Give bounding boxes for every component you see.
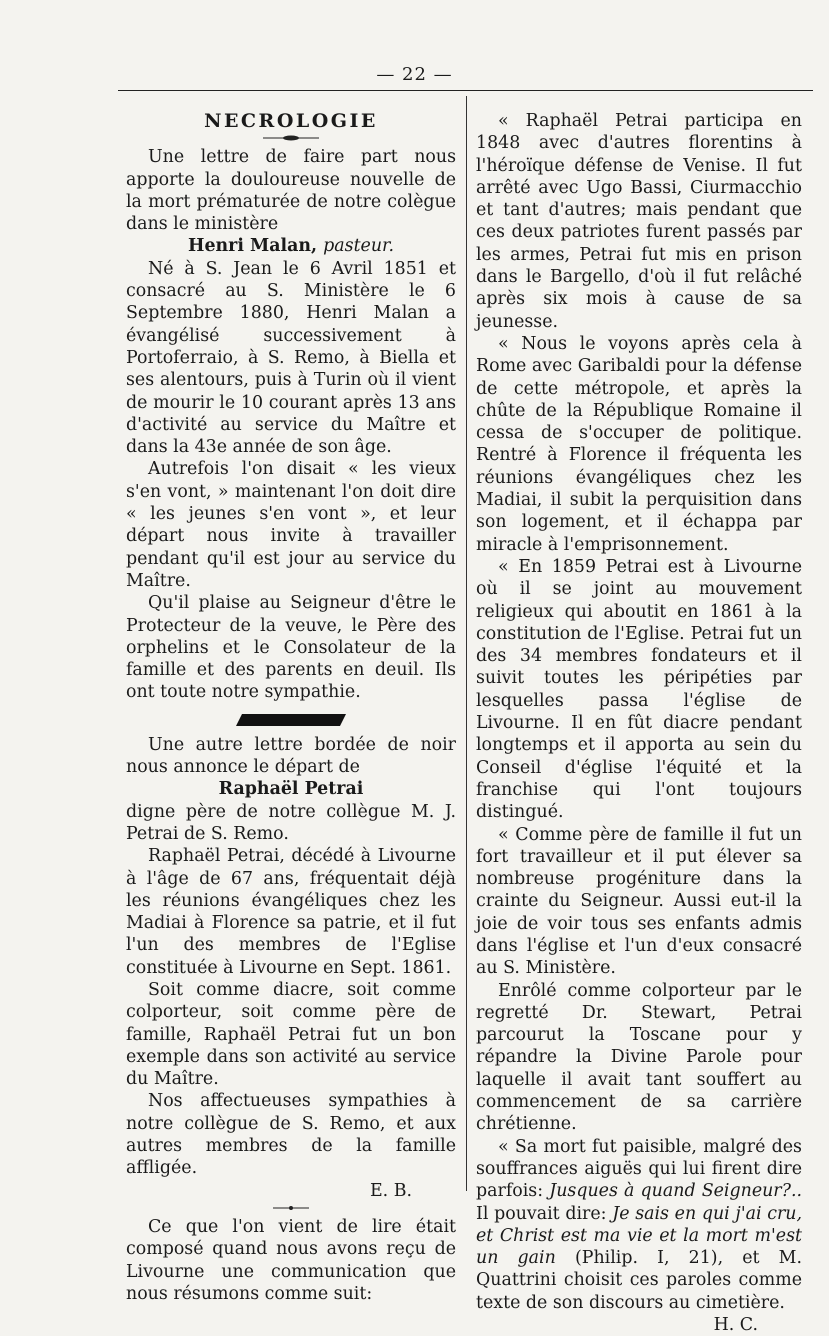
sympathy-paragraph: Nos affectueuses sympathies à notre collègue de S. Remo, et aux autres membres de la famille affligée. bbox=[126, 1091, 456, 1179]
signature-eb: E. B. bbox=[369, 1180, 412, 1201]
petrai-biography-paragraph: Raphaël Petrai, décédé à Livourne à l'âge de 67 ans, fréquentait déjà les réunions évangéliques chez les Madiai à Florence sa patrie, et il fut l'un des membres de l'Eglise constituée à Livourne en Sept. 1861. bbox=[126, 846, 456, 978]
family-paragraph: « Comme père de famille il fut un fort travailleur et il put élever sa nombreuse progéniture dans la crainte du Seigneur. Aussi eut-il la joie de voir tous ses enfants admis dans l'église et l'un d'eux consacré au S. Ministère. bbox=[476, 824, 802, 979]
title-ornament bbox=[261, 134, 321, 142]
relation-paragraph: digne père de notre collègue M. J. Petrai de S. Remo. bbox=[126, 801, 456, 844]
death-quote-1: Jusques à quand Seigneur?.. bbox=[549, 1181, 803, 1202]
death-text-b: Il pouvait dire: bbox=[476, 1203, 607, 1224]
livourne-communication-paragraph: Ce que l'on vient de lire était composé quand nous avons reçu de Livourne une communication que nous résumons comme suit: bbox=[126, 1216, 456, 1304]
signature-hc: H. C. bbox=[713, 1315, 758, 1336]
death-text-c: (Philip. I, 21), et M. Quattrini choisit ces paroles comme texte de son discours au cimetière. bbox=[476, 1248, 802, 1313]
colporteur-paragraph: Enrôlé comme colporteur par le regretté Dr. Stewart, Petrai parcourut la Toscane pour y répandre la Divine Parole pour laquelle il avait tant souffert au commencement de sa carrière chrétienne. bbox=[476, 980, 802, 1135]
petrai-service-paragraph: Soit comme diacre, soit comme colporteur, soit comme père de famille, Raphaël Petrai fut un bon exemple dans son activité au service du Maître. bbox=[126, 979, 456, 1090]
prayer-paragraph: Qu'il plaise au Seigneur d'être le Protecteur de la veuve, le Père des orphelins et le Consolateur de la famille et des parents en deuil. Ils ont toute notre sympathie. bbox=[126, 593, 456, 703]
deceased-name: Henri Malan, bbox=[188, 236, 318, 257]
section-title: NECROLOGIE bbox=[204, 110, 378, 132]
page-number: — 22 — bbox=[376, 64, 453, 85]
separator-ornament bbox=[271, 1204, 311, 1212]
rome-paragraph: « Nous le voyons après cela à Rome avec Garibaldi pour la défense de cette métropole, et après la chûte de la République Romaine il cessa de s'occuper de politique. Rentré à Florence il fréquenta les réunions évangéliques chez les Madiai, il subit la perquisition dans son logement, et il échappa par miracle à l'emprisonnement. bbox=[476, 333, 802, 555]
right-column bbox=[476, 110, 802, 1336]
death-text-a: « Sa mort fut paisible, malgré des souffrances aiguës qui lui firent dire parfois: bbox=[476, 1136, 802, 1202]
left-column bbox=[126, 110, 456, 1305]
intro-paragraph: Une lettre de faire part nous apporte la douloureuse nouvelle de la mort prématurée de notre colègue dans le ministère bbox=[126, 147, 456, 235]
deceased-role: pasteur. bbox=[323, 236, 394, 257]
second-deceased-name: Raphaël Petrai bbox=[218, 779, 364, 800]
livourne-paragraph: « En 1859 Petrai est à Livourne où il se joint au mouvement religieux qui aboutit en 1861 à la constitution de l'Eglise. Petrai fut un des 34 membres fondateurs et il suivit toutes les péripéties par lesquelles passa l'église de Livourne. Il en fût diacre pendant longtemps et il apporta au sein du Conseil d'église l'équité et la franchise qui l'ont toujours distingué. bbox=[476, 556, 802, 823]
reflection-paragraph: Autrefois l'on disait « les vieux s'en vont, » maintenant l'on doit dire « les jeunes s'en vont », et leur départ nous invite à travailler pendant qu'il est jour au service du Maître. bbox=[126, 459, 456, 591]
header-rule bbox=[118, 90, 813, 91]
biography-paragraph: Né à S. Jean le 6 Avril 1851 et consacré au S. Ministère le 6 Septembre 1880, Henri Malan a évangélisé successivement à Portoferraio, à S. Remo, à Biella et ses alentours, puis à Turin où il vient de mourir le 10 courant après 13 ans d'activité au service du Maître et dans la 43e année de son âge. bbox=[126, 258, 456, 458]
venise-paragraph: « Raphaël Petrai participa en 1848 avec d'autres florentins à l'héroïque défense de Venise. Il fut arrêté avec Ugo Bassi, Ciurmacchio et tant d'autres; mais pendant que ces deux patriotes furent passés par les armes, Petrai fut mis en prison dans le Bargello, d'où il fut relâché après six mois à cause de sa jeunesse. bbox=[476, 111, 802, 332]
mourning-bar bbox=[236, 712, 346, 728]
death-quote-2: Je sais en qui j'ai cru, et Christ est ma vie et la mort m'est un gain bbox=[476, 1203, 802, 1269]
death-paragraph bbox=[476, 1136, 802, 1314]
column-divider bbox=[466, 96, 467, 1191]
deceased-name-heading bbox=[126, 235, 456, 257]
second-notice-paragraph: Une autre lettre bordée de noir nous annonce le départ de bbox=[126, 734, 456, 778]
